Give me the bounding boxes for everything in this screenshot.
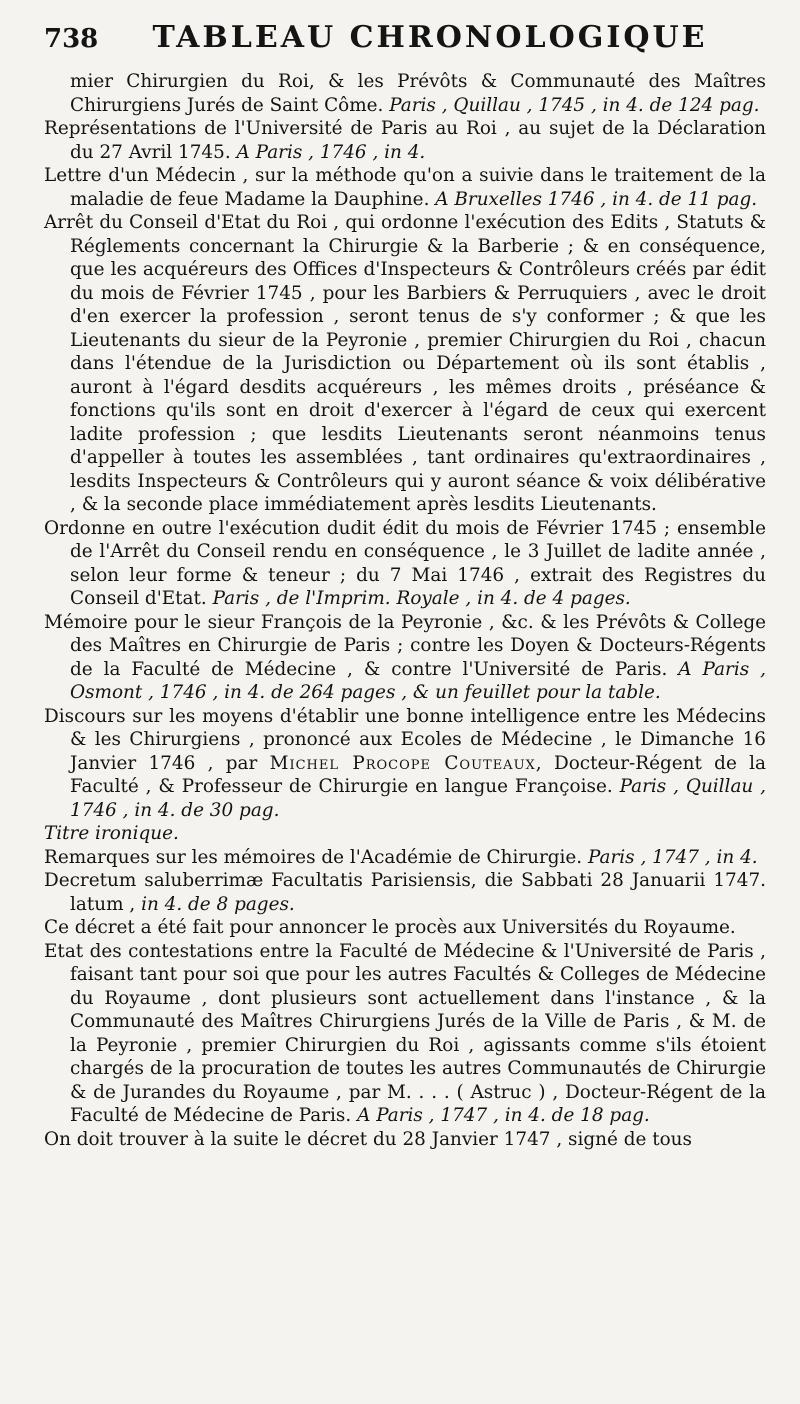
bibliography-entry [44,916,766,940]
entry-text: Mémoire pour le sieur François de la Peyronie , &c. & les Prévôts & College des Maîtres en Chirurgie de Paris ; contre les Doyen & Docteurs-Régents de la Faculté de Médecine , & contre l'Université de Paris. [44,611,766,680]
entry-text: Etat des contestations entre la Faculté de Médecine & l'Université de Paris , faisant tant pour soi que pour les autres Facultés & Colleges de Médecine du Royaume , dont plusieurs sont actuellement dans l'instance , & la Communauté des Maîtres Chirurgiens Jurés de la Ville de Paris , & M. de la Peyronie , premier Chirurgien du Roi , agissants comme s'ils étoient chargés de la procuration de toutes les autres Communautés de Chirurgie & de Jurandes du Royaume , par M. . . . ( Astruc ) , Docteur-Régent de la Faculté de Médecine de Paris. [44,940,766,1126]
running-title: TABLEAU CHRONOLOGIQUE [152,20,708,55]
publication-imprint: A Paris , Osmont , 1746 , in 4. de 264 pages , & un feuillet pour la table. [70,658,766,703]
bibliography-entry [44,517,766,611]
bibliography-entry [44,117,766,164]
bibliography-entry [44,1128,766,1152]
author-name: Michel Procope Couteaux [269,752,536,774]
page-header [44,20,766,70]
publication-imprint: Titre ironique. [44,823,179,844]
bibliography-entry [44,211,766,517]
bibliography-entry [44,869,766,916]
entry-text: Ce décret a été fait pour annoncer le procès aux Universités du Royaume. [44,917,736,938]
bibliography-entry [44,940,766,1128]
entry-text: Remarques sur les mémoires de l'Académie de Chirurgie. [44,846,588,868]
bibliography-entry [44,822,766,846]
publication-imprint: A Paris , 1747 , in 4. de 18 pag. [357,1105,650,1126]
publication-imprint: A Bruxelles 1746 , in 4. de 11 pag. [435,188,758,210]
publication-imprint: Paris , Quillau , 1745 , in 4. de 124 pag. [389,94,760,116]
entry-text: mier Chirurgien du Roi, & les Prévôts & Communauté des Maîtres Chirurgiens Jurés de Saint Côme. [70,71,766,116]
entry-text: On doit trouver à la suite le décret du 28 Janvier 1747 , signé de tous [44,1128,692,1150]
entry-text: Lettre d'un Médecin , sur la méthode qu'on a suivie dans le traitement de la maladie de feue Madame la Dauphine. [44,165,766,210]
entry-text: Ordonne en outre l'exécution dudit édit du mois de Février 1745 ; ensemble de l'Arrêt du Conseil rendu en conséquence , le 3 Juillet de ladite année , selon leur forme & teneur ; du 7 Mai 1746 , extrait des Registres du Conseil d'Etat. [44,517,766,609]
publication-imprint: A Paris , 1746 , in 4. [236,141,426,163]
bibliography-entry [44,611,766,705]
entry-text-continued: , Docteur-Régent de la Faculté , & Professeur de Chirurgie en langue Françoise. [70,752,767,797]
bibliography-entry [44,705,766,823]
bibliography-list [44,70,766,1151]
entry-text: Discours sur les moyens d'établir une bonne intelligence entre les Médecins & les Chirurgiens , prononcé aux Ecoles de Médecine , le Dimanche 16 Janvier 1746 , par [44,705,766,774]
bibliography-entry [44,846,766,870]
entry-text: Représentations de l'Université de Paris au Roi , au sujet de la Déclaration du 27 Avril 1745. [44,118,766,163]
publication-imprint: Paris , de l'Imprim. Royale , in 4. de 4 pages. [212,588,631,609]
entry-text: Arrêt du Conseil d'Etat du Roi , qui ordonne l'exécution des Edits , Statuts & Réglements concernant la Chirurgie & la Barberie ; & en conséquence, que les acquéreurs des Offices d'Inspecteurs & Contrôleurs créés par édit du mois de Février 1745 , pour les Barbiers & Perruquiers , avec le droit d'en exercer la profession , seront tenus de s'y conformer ; & que les Lieutenants du sieur de la Peyronie , premier Chirurgien du Roi , chacun dans l'étendue de la Jurisdiction ou Département où ils sont établis , auront à l'égard desdits acquéreurs , les mêmes droits , préséance & fonctions qu'ils sont en droit d'exercer à l'égard de ceux qui exercent ladite profession ; que lesdits Lieutenants seront néanmoins tenus d'appeller à toutes les assemblées , tant ordinaires qu'extraordinaires , lesdits Inspecteurs & Contrôleurs qui y auront séance & voix délibérative , & la seconde place immédiatement après lesdits Lieutenants. [44,212,766,515]
page-number: 738 [44,24,99,54]
bibliography-entry [44,70,766,117]
publication-imprint: Paris , 1747 , in 4. [588,846,758,868]
entry-text: Decretum saluberrimæ Facultatis Parisiensis, die Sabbati 28 Januarii 1747. latum , [44,870,766,915]
publication-imprint: Paris , Quillau , 1746 , in 4. de 30 pag. [70,776,767,821]
bibliography-entry [44,164,766,211]
publication-imprint: in 4. de 8 pages. [141,893,295,915]
